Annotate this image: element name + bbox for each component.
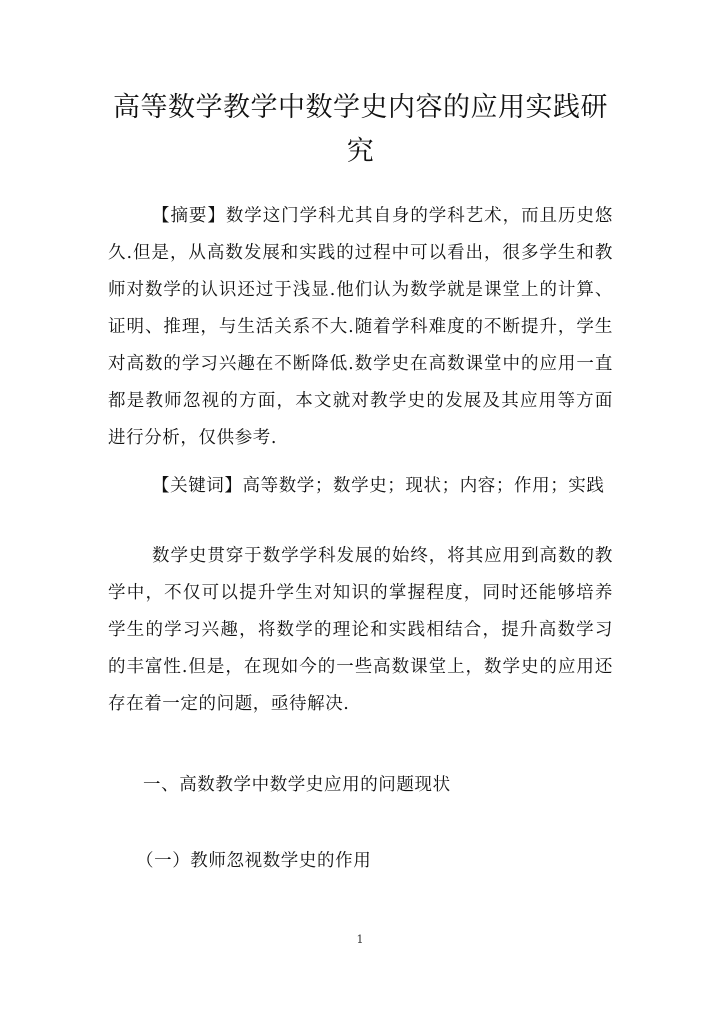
- keywords-paragraph: 【关键词】高等数学；数学史；现状；内容；作用；实践: [152, 476, 605, 496]
- abstract-paragraph: 【摘要】数学这门学科尤其自身的学科艺术，而且历史悠久.但是，从高数发展和实践的过程中可以看出，很多学生和教师对数学的认识还过于浅显.他们认为数学就是课堂上的计算、证明、推理，与生活关系不大.随着学科难度的不断提升，学生对高数的学习兴趣在不断降低.数学史在高数课堂中的应用一直都是教师忽视的方面，本文就对教学史的发展及其应用等方面进行分析，仅供参考.: [108, 206, 613, 448]
- subsection-heading: （一）教师忽视数学史的作用: [136, 851, 372, 871]
- page-number: 1: [356, 933, 364, 946]
- section-heading: 一、高数教学中数学史应用的问题现状: [143, 775, 451, 795]
- document-title: 高等数学教学中数学史内容的应用实践研究: [113, 92, 608, 167]
- intro-paragraph: 数学史贯穿于数学学科发展的始终，将其应用到高数的教学中，不仅可以提升学生对知识的掌握程度，同时还能够培养学生的学习兴趣，将数学的理论和实践相结合，提升高数学习的丰富性.但是，在现如今的一些高数课堂上，数学史的应用还存在着一定的问题，亟待解决.: [108, 546, 613, 714]
